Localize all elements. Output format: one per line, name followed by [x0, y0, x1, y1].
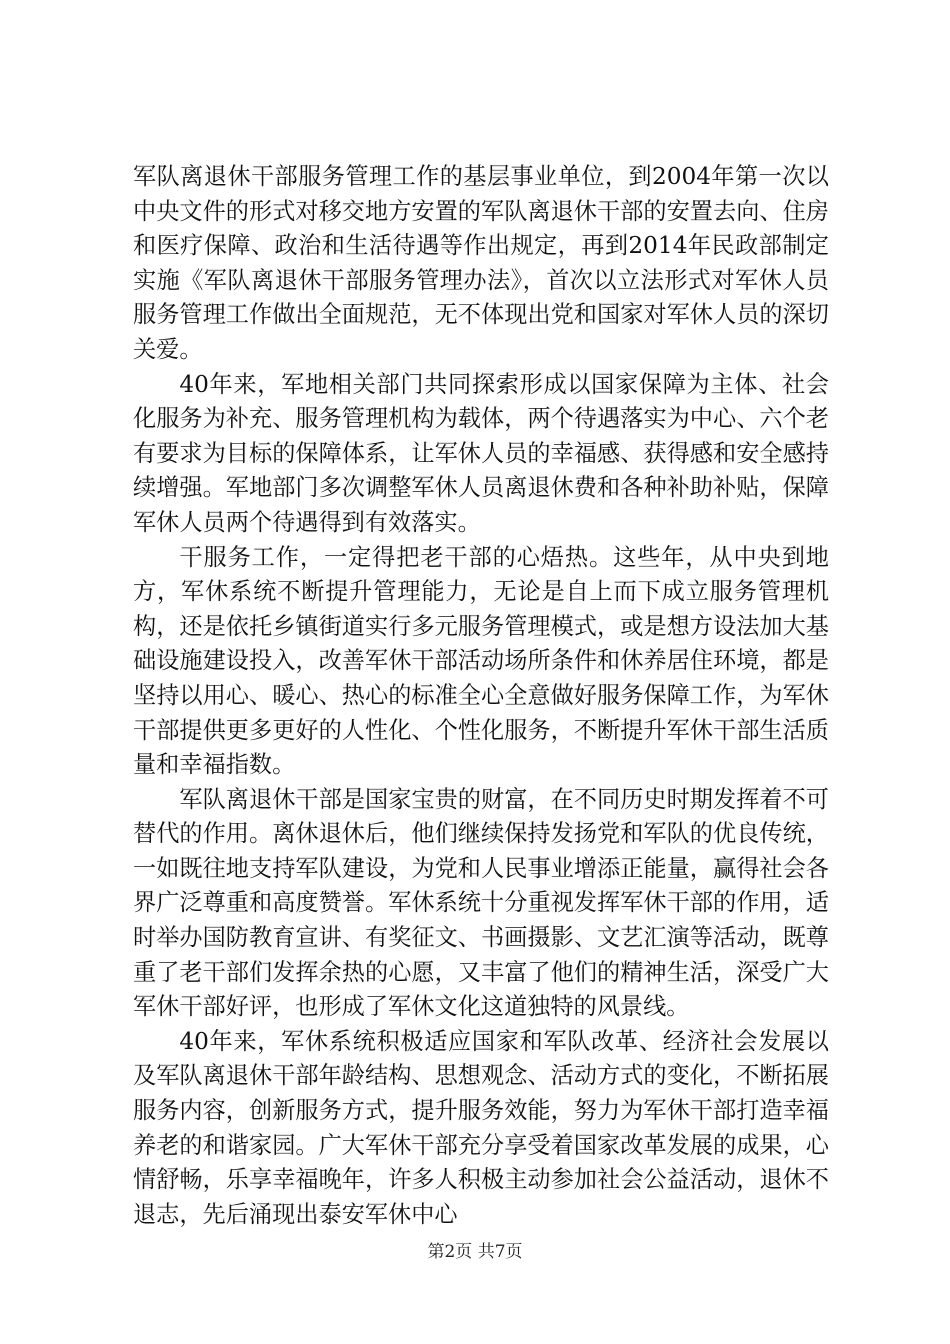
page-number-footer: 第2页 共7页 — [427, 1242, 523, 1262]
paragraph-3: 干服务工作，一定得把老干部的心焐热。这些年，从中央到地方，军休系统不断提升管理能力，无论是自上而下成立服务管理机构，还是依托乡镇街道实行多元服务管理模式，或是想方设法加大基础设施建设投入，改善军休干部活动场所条件和休养居住环境，都是坚持以用心、暖心、热心的标准全心全意做好服务保障工作，为军休干部提供更多更好的人性化、个性化服务，不断提升军休干部生活质量和幸福指数。 — [133, 543, 829, 779]
paragraph-1: 军队离退休干部服务管理工作的基层事业单位，到2004年第一次以中央文件的形式对移交地方安置的军队离退休干部的安置去向、住房和医疗保障、政治和生活待遇等作出规定，再到2014年民政部制定实施《军队离退休干部服务管理办法》，首次以立法形式对军休人员服务管理工作做出全面规范，无不体现出党和国家对军休人员的深切关爱。 — [133, 163, 829, 363]
paragraph-4: 军队离退休干部是国家宝贵的财富，在不同历史时期发挥着不可替代的作用。离休退休后，他们继续保持发扬党和军队的优良传统，一如既往地支持军队建设，为党和人民事业增添正能量，赢得社会各界广泛尊重和高度赞誉。军休系统十分重视发挥军休干部的作用，适时举办国防教育宣讲、有奖征文、书画摄影、文艺汇演等活动，既尊重了老干部们发挥余热的心愿，又丰富了他们的精神生活，深受广大军休干部好评，也形成了军休文化这道独特的风景线。 — [133, 785, 829, 1021]
paragraph-5: 40年来，军休系统积极适应国家和军队改革、经济社会发展以及军队离退休干部年龄结构、思想观念、活动方式的变化，不断拓展服务内容，创新服务方式，提升服务效能，努力为军休干部打造幸福养老的和谐家园。广大军休干部充分享受着国家改革发展的成果，心情舒畅，乐享幸福晚年，许多人积极主动参加社会公益活动，退休不退志，先后涌现出泰安军休中心 — [133, 1027, 829, 1228]
paragraph-2: 40年来，军地相关部门共同探索形成以国家保障为主体、社会化服务为补充、服务管理机构为载体，两个待遇落实为中心、六个老有要求为目标的保障体系，让军休人员的幸福感、获得感和安全感持续增强。军地部门多次调整军休人员离退休费和各种补助补贴，保障军休人员两个待遇得到有效落实。 — [133, 370, 829, 536]
document-body — [133, 160, 829, 1232]
